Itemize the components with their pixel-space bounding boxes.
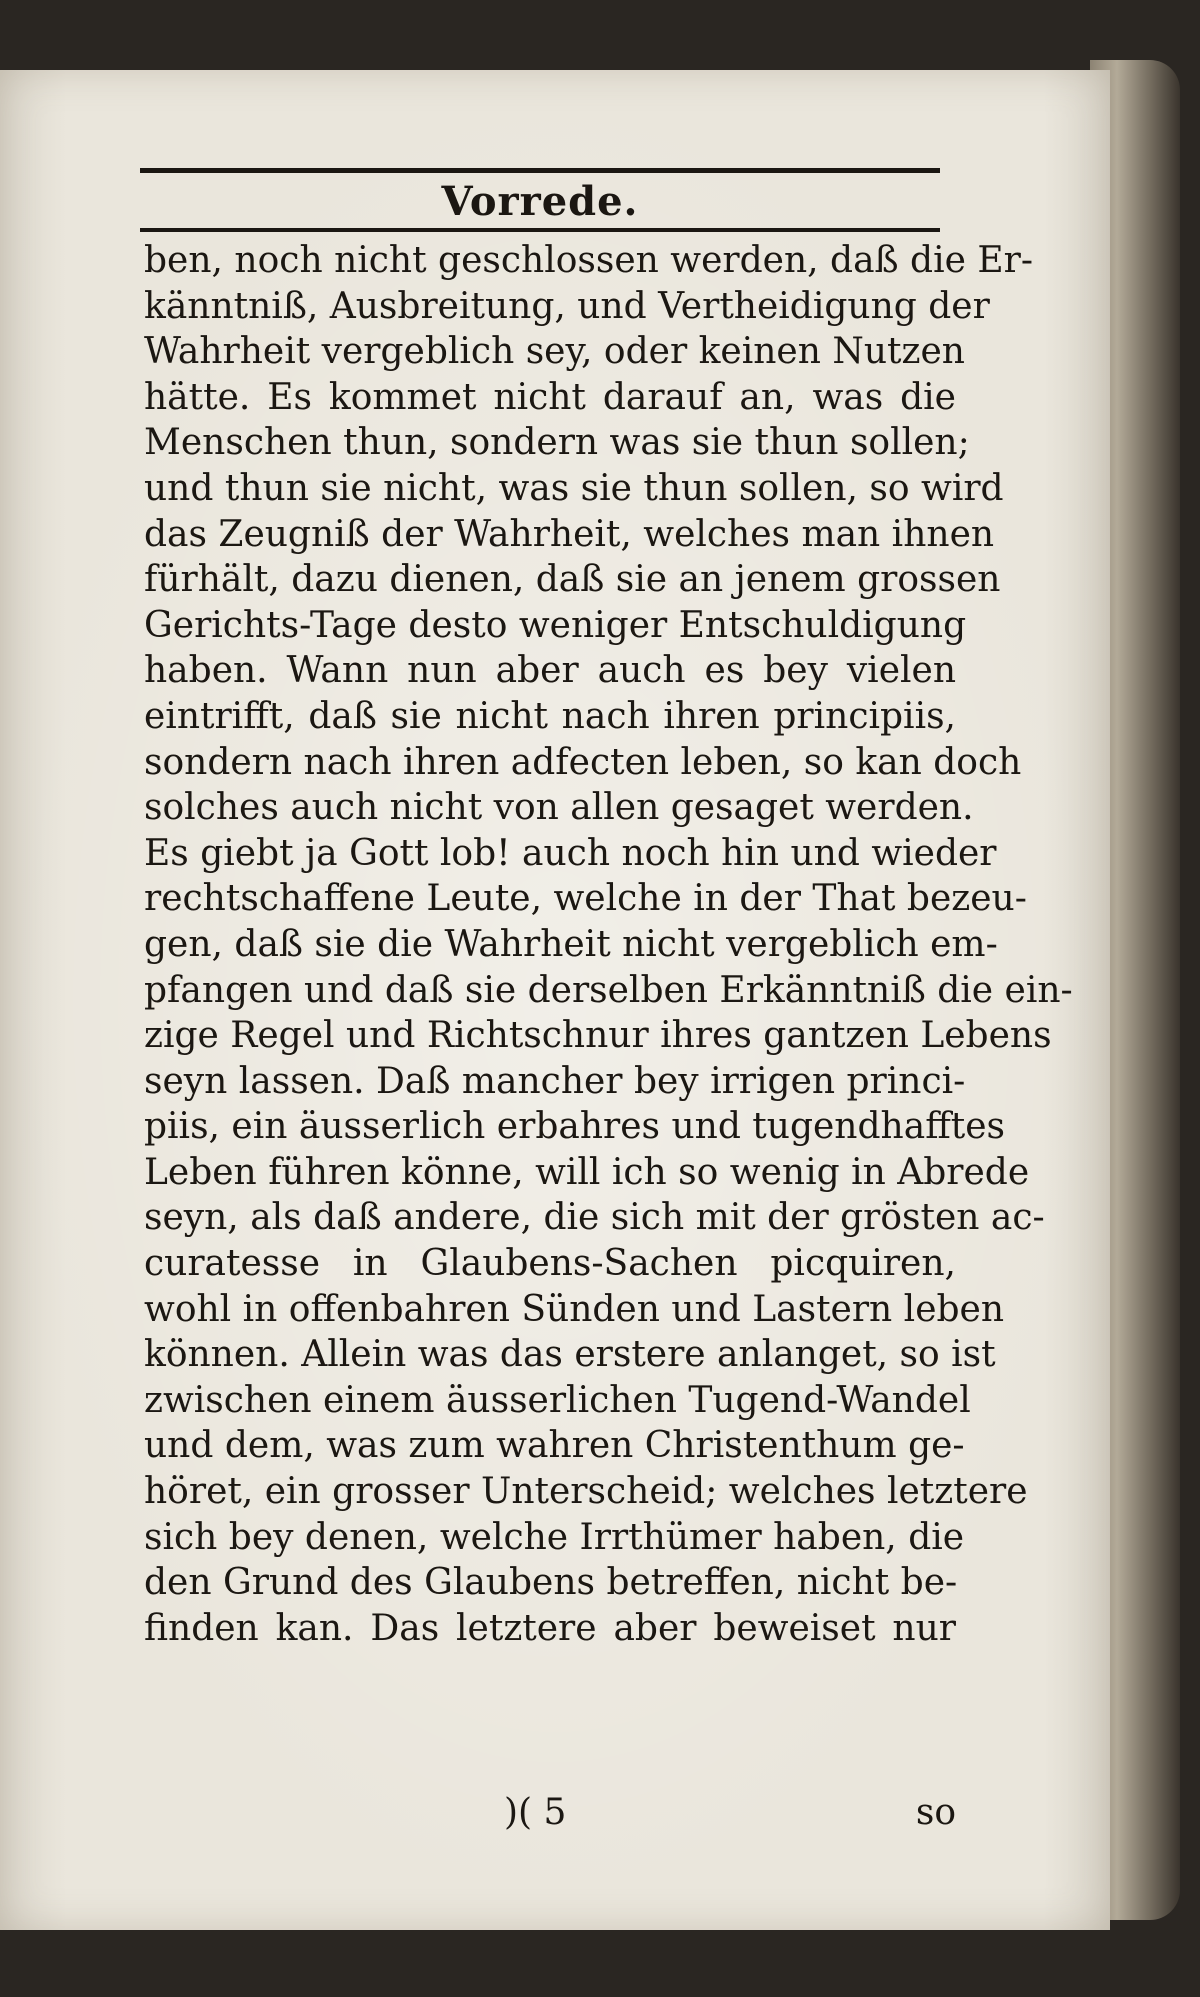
text-line: können. Allein was das erstere anlanget, so ist <box>144 1334 996 1376</box>
text-line: solches auch nicht von allen gesaget werden. <box>144 787 974 829</box>
text-line: rechtschaffene Leute, welche in der That bezeu- <box>144 878 1027 920</box>
text-line: pfangen und daß sie derselben Erkänntniß die ein- <box>144 969 1073 1011</box>
text-line: ben, noch nicht geschlossen werden, daß die Er- <box>144 240 1033 281</box>
body-text <box>144 238 1073 1651</box>
text-line: das Zeugniß der Wahrheit, welches man ihnen <box>144 513 995 555</box>
text-line: sondern nach ihren adfecten leben, so kan doch <box>144 741 1022 783</box>
text-line: höret, ein grosser Unterscheid; welches letztere <box>144 1471 1028 1513</box>
text-line: Wahrheit vergeblich sey, oder keinen Nutzen <box>144 331 965 373</box>
book-page <box>0 70 1110 1930</box>
header-rule-bottom <box>140 228 940 232</box>
text-line: känntniß, Ausbreitung, und Vertheidigung der <box>144 285 990 327</box>
text-line: fürhält, dazu dienen, daß sie an jenem grossen <box>144 559 1001 601</box>
text-line: Gerichts-Tage desto weniger Entschuldigung <box>144 604 967 646</box>
text-line: und thun sie nicht, was sie thun sollen, so wird <box>144 467 1004 509</box>
text-line: und dem, was zum wahren Christenthum ge- <box>144 1425 965 1467</box>
text-line: curatesse in Glaubens-Sachen picquiren, <box>144 1243 956 1285</box>
text-line: Leben führen könne, will ich so wenig in Abrede <box>144 1151 1030 1193</box>
text-line: haben. Wann nun aber auch es bey vielen <box>144 650 956 692</box>
text-line: seyn lassen. Daß mancher bey irrigen princi- <box>144 1060 966 1102</box>
header-rule-top <box>140 168 940 173</box>
text-line: wohl in offenbahren Sünden und Lastern leben <box>144 1288 1005 1330</box>
text-line: finden kan. Das letztere aber beweiset nur <box>144 1607 956 1649</box>
text-line: zige Regel und Richtschnur ihres gantzen Lebens <box>144 1015 1052 1057</box>
text-line: Es giebt ja Gott lob! auch noch hin und wieder <box>144 832 997 874</box>
text-line: piis, ein äusserlich erbahres und tugendhafftes <box>144 1106 1006 1148</box>
text-line: gen, daß sie die Wahrheit nicht vergeblich em- <box>144 923 998 965</box>
text-line: sich bey denen, welche Irrthümer haben, die <box>144 1516 965 1558</box>
text-line: eintrifft, daß sie nicht nach ihren principiis, <box>144 695 956 737</box>
text-line: den Grund des Glaubens betreffen, nicht be- <box>144 1562 958 1604</box>
page-footer <box>144 1792 956 1842</box>
signature-mark: )( 5 <box>504 1792 567 1833</box>
text-line: seyn, als daß andere, die sich mit der grösten ac- <box>144 1197 1045 1239</box>
catchword: so <box>915 1792 956 1833</box>
text-line: zwischen einem äusserlichen Tugend-Wandel <box>144 1379 971 1421</box>
text-line: Menschen thun, sondern was sie thun sollen; <box>144 422 970 464</box>
running-head: Vorrede. <box>441 178 639 225</box>
text-line: hätte. Es kommet nicht darauf an, was die <box>144 376 956 418</box>
